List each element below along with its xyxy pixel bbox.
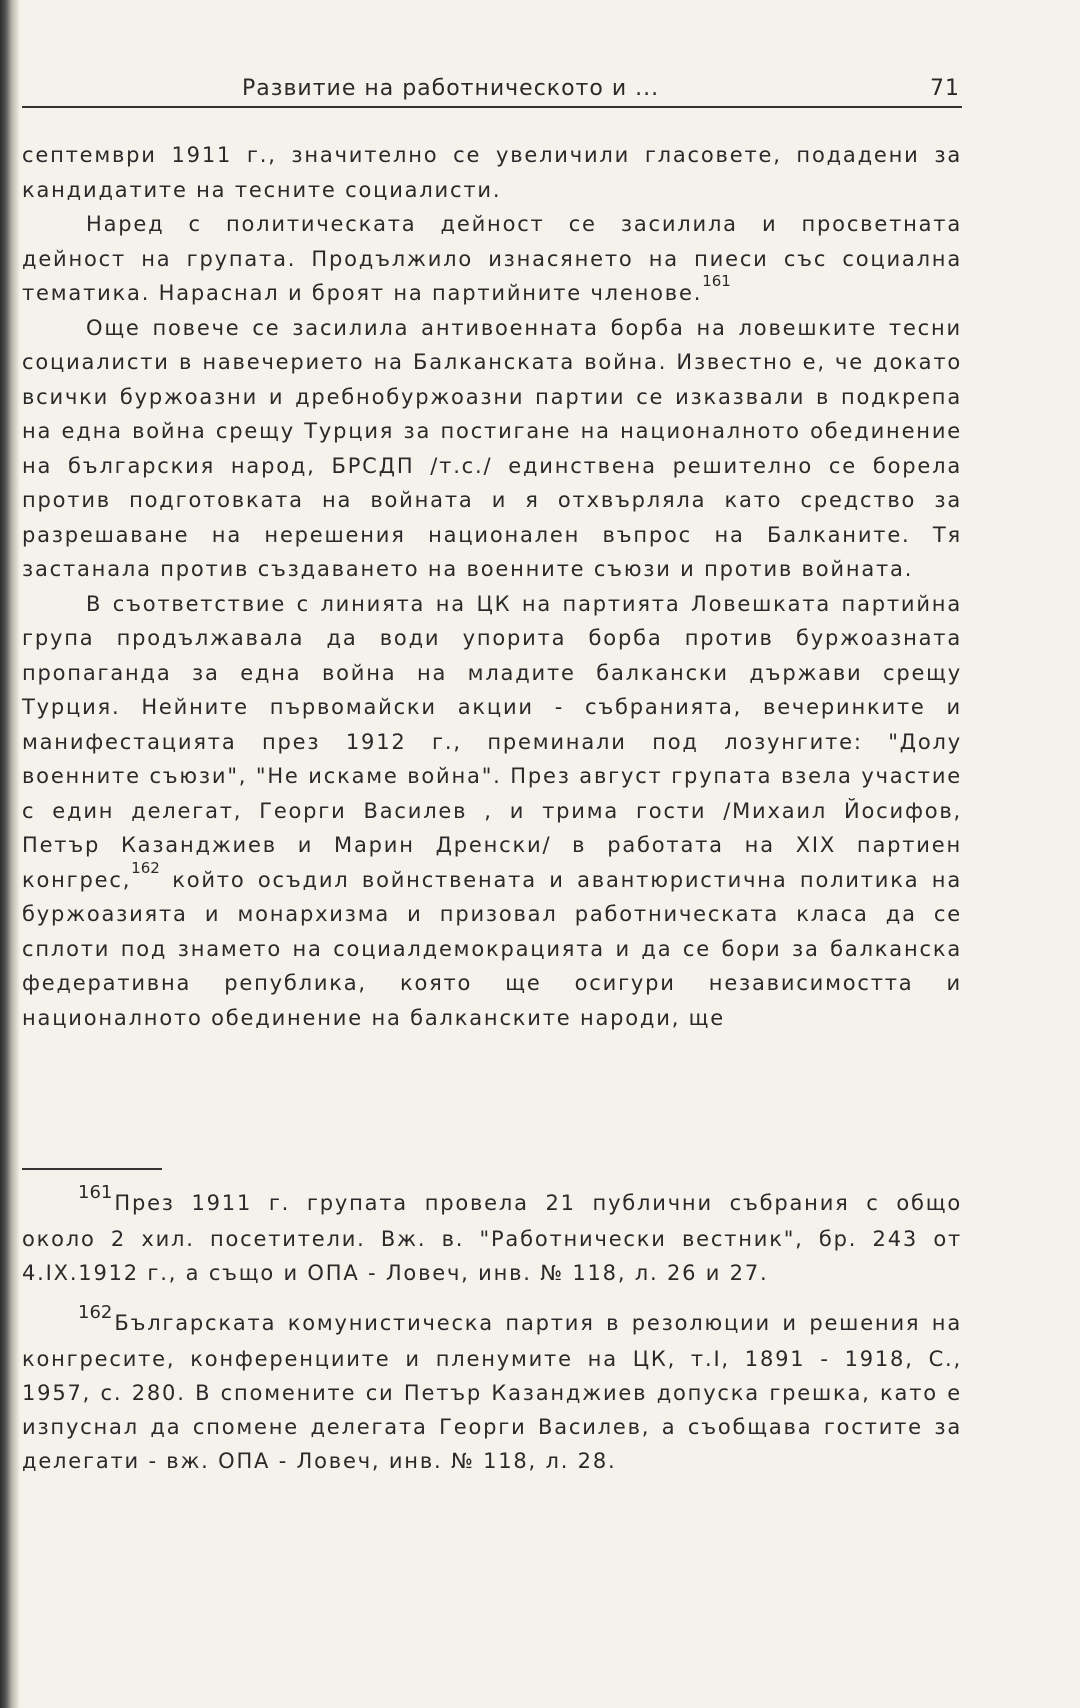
running-title: Развитие на работническото и ... bbox=[242, 76, 660, 101]
main-text bbox=[22, 138, 962, 1035]
paragraph-text: който осъдил войнствената и авантюристична политика на буржоазията и монархизма и призовал работническата класа да се сплоти под знамето на социалдемокрацията и да се бори за балканска федеративна република, която ще осигури независимостта и националното обединение на балканските народи, ще bbox=[22, 867, 962, 1030]
footnotes bbox=[22, 1182, 962, 1494]
paragraph-text: В съответствие с линията на ЦК на партията Ловешката партийна група продължавала да води упорита борба против буржоазната пропаганда за една война на младите балкански държави срещу Турция. Нейните първомайски акции - събранията, вечеринките и манифестацията през 1912 г., преминали под лозунгите: "Долу военните съюзи", "Не искаме война". През август групата взела участие с един делегат, Георги Василев , и трима гости /Михаил Йосифов, Петър Казанджиев и Марин Дренски/ в работата на XIX партиен конгрес, bbox=[22, 591, 962, 892]
paragraph-3 bbox=[22, 311, 962, 587]
footnote-number: 161 bbox=[78, 1182, 113, 1203]
footnote-text: Българската комунистическа партия в резолюции и решения на конгресите, конференциите и пленумите на ЦК, т.I, 1891 - 1918, С., 1957, с. 280. В спомените си Петър Казанджиев допуска грешка, като е изпуснал да спомене делегата Георги Василев, а съобщава гостите за делегати - вж. ОПА - Ловеч, инв. № 118, л. 28. bbox=[22, 1311, 962, 1473]
paragraph-4 bbox=[22, 587, 962, 1036]
footnote-reference: 162 bbox=[131, 858, 160, 877]
paragraph-1 bbox=[22, 138, 962, 207]
paragraph-text: Още повече се засилила антивоенната борба на ловешките тесни социалисти в навечерието на Балканската война. Известно е, че докато всички буржоазни и дребнобуржоазни партии се изказвали в подкрепа на една война срещу Турция за постигане на националното обединение на българския народ, БРСДП /т.с./ единствена решително се борела против подготовката на войната и я отхвърляла като средство за разрешаване на нерешения национален въпрос на Балканите. Тя застанала против създаването на военните съюзи и против войната. bbox=[22, 315, 962, 581]
paragraph-text: септември 1911 г., значително се увеличили гласовете, подадени за кандидатите на тесните социалисти. bbox=[22, 143, 962, 202]
footnote-number: 162 bbox=[78, 1302, 113, 1323]
page-number: 71 bbox=[930, 76, 960, 101]
footnote-text: През 1911 г. групата провела 21 публични събрания с общо около 2 хил. посетители. Вж. в. "Работнически вестник", бр. 243 от 4.IX.1912 г., а също и ОПА - Ловеч, инв. № 118, л. 26 и 27. bbox=[22, 1191, 962, 1285]
footnote-161 bbox=[22, 1182, 962, 1290]
footnote-separator bbox=[22, 1168, 162, 1170]
page-header bbox=[22, 72, 962, 108]
footnote-reference: 161 bbox=[702, 272, 731, 290]
page-binding-edge bbox=[0, 0, 20, 1708]
paragraph-2 bbox=[22, 207, 962, 311]
paragraph-text: Наред с политическата дейност се засилила и просветната дейност на групата. Продължило изнасянето на пиеси със социална тематика. Нараснал и броят на партийните членове. bbox=[22, 212, 962, 305]
footnote-162 bbox=[22, 1302, 962, 1478]
